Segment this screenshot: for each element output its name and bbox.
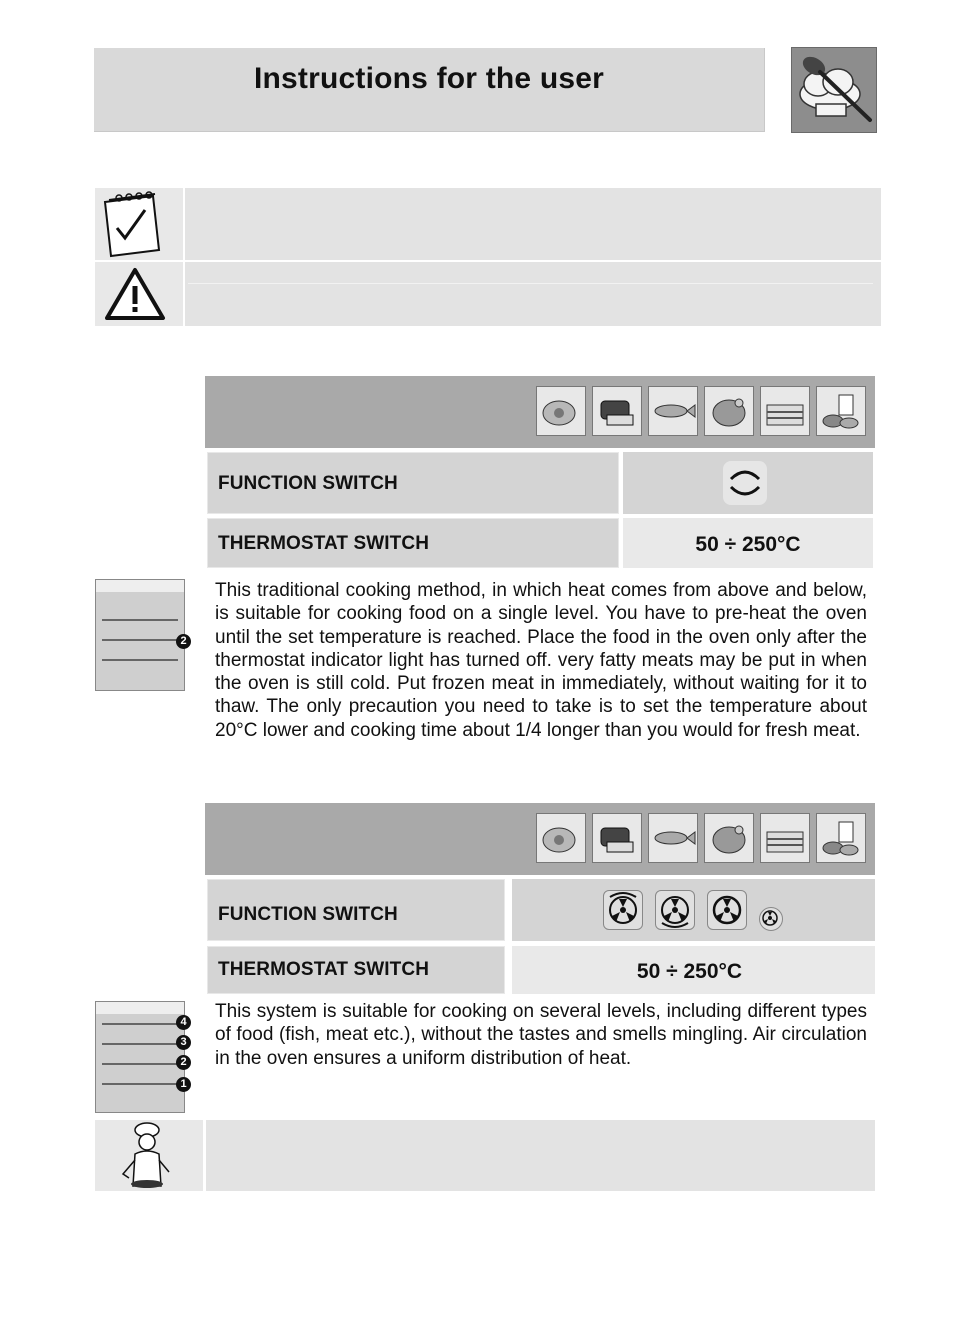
fish-icon [648, 813, 698, 863]
thermostat-value-cell [623, 518, 873, 568]
thermostat-switch-label-cell [207, 518, 619, 568]
fan-heat-icon [603, 890, 643, 930]
poultry-icon [704, 813, 754, 863]
vegetables-icon [816, 386, 866, 436]
oven-shelf-image [95, 579, 185, 691]
bread-icon [592, 386, 642, 436]
temperature-range: 50 ÷ 250°C [636, 960, 743, 983]
shelf-number: 2 [176, 634, 191, 649]
function-switch-label: FUNCTION SWITCH [218, 473, 398, 494]
bread-icon [592, 813, 642, 863]
thermostat-switch-label: THERMOSTAT SWITCH [218, 959, 430, 980]
shelf-number: 4 [176, 1015, 191, 1030]
fan-heat-icon [655, 890, 695, 930]
fan-small-icon [759, 907, 783, 931]
section2-description: This system is suitable for cooking on several levels, including different types of food (fish, meat etc.), without the tastes and smells mingling. Air circulation in the oven ensures a uniform distribution of heat. [215, 1001, 867, 1069]
page-title: Instructions for the user [253, 62, 605, 95]
vegetables-icon [816, 813, 866, 863]
cake-icon [760, 386, 810, 436]
function-switch-label-cell [207, 452, 619, 514]
function-switch-label-cell [207, 879, 505, 941]
warning-triangle-icon [95, 262, 185, 326]
thermostat-value-cell [512, 946, 875, 994]
fan-heat-icon [707, 890, 747, 930]
meat-icon [536, 813, 586, 863]
notepad-check-icon [95, 188, 185, 260]
shelf-number: 3 [176, 1035, 191, 1050]
poultry-icon [704, 386, 754, 436]
shelf-number: 2 [176, 1055, 191, 1070]
chef-icon [95, 1120, 206, 1191]
oven-shelf-image [95, 1001, 185, 1113]
meat-icon [536, 386, 586, 436]
divider [188, 283, 873, 284]
fish-icon [648, 386, 698, 436]
static-heat-symbol-icon [723, 461, 767, 505]
note-box [95, 188, 881, 260]
thermostat-switch-label-cell [207, 946, 505, 994]
warning-box [95, 262, 881, 326]
tip-box [95, 1120, 875, 1191]
cake-icon [760, 813, 810, 863]
function-switch-label: FUNCTION SWITCH [218, 904, 398, 925]
temperature-range: 50 ÷ 250°C [695, 533, 801, 556]
chef-hat-spoon-icon [791, 47, 877, 133]
shelf-number: 1 [176, 1077, 191, 1092]
section1-header [205, 376, 875, 448]
function-switch-value-cell [512, 879, 875, 941]
thermostat-switch-label: THERMOSTAT SWITCH [218, 533, 430, 554]
function-switch-value-cell [623, 452, 873, 514]
section1-description: This traditional cooking method, in which heat comes from above and below, is suitable for cooking food on a single level. You have to pre-heat the oven until the set temperature is reached. Place the food in the oven only after the thermostat indicator light has turned off. very fatty meats may be put in when the oven is still cold. Put frozen meat in immediately, without waiting for it to thaw. The only precaution you need to take is to set the temperature about 20°C lower and cooking time about 1/4 longer than you would for fresh meat. [215, 580, 867, 741]
section2-header [205, 803, 875, 875]
